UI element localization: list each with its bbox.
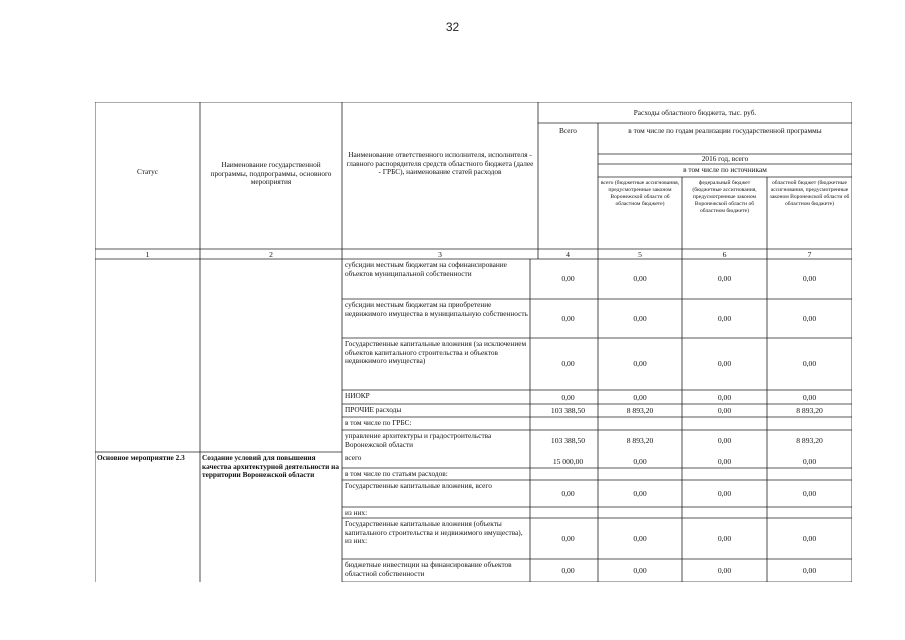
header-by-years: в том числе по годам реализации государственной программы [628, 126, 822, 135]
row-value-col5: 0,00 [633, 393, 647, 402]
column-number-7: 7 [807, 250, 812, 259]
header-total: Всего [559, 126, 577, 135]
column-number-6: 6 [722, 250, 727, 259]
row-label: в том числе по ГРБС: [345, 418, 412, 427]
row-value-col4: 0,00 [561, 533, 575, 543]
row-value-col5: 0,00 [633, 313, 647, 323]
row-label: всего [345, 453, 362, 462]
row-value-col7: 0,00 [802, 457, 817, 466]
row-value-col5: 0,00 [633, 533, 647, 543]
row-value-col5: 0,00 [633, 274, 647, 283]
header-source-federal: федеральный бюджет (бюджетные ассигнования, предусмотренные законом Воронежской области об областном бюджете) [692, 180, 757, 214]
header-status: Статус [136, 167, 159, 176]
row-value-col4: 103 388,50 [550, 406, 586, 415]
row-value-col5: 0,00 [633, 488, 647, 498]
row-value-col6: 0,00 [717, 313, 732, 323]
page-number: 32 [445, 20, 460, 34]
row-value-col7: 0,00 [802, 565, 817, 575]
row-value-col6: 0,00 [717, 457, 732, 466]
row-value-col6: 0,00 [717, 565, 732, 575]
row-value-col7: 0,00 [802, 313, 817, 323]
header-program-name: Наименование государственной программы, подпрограммы, основного мероприятия [210, 160, 332, 187]
row-label: ПРОЧИЕ расходы [345, 405, 402, 414]
column-number-1: 1 [145, 250, 150, 259]
row-value-col7: 0,00 [802, 359, 817, 368]
header-by-sources: в том числе по источникам [683, 165, 767, 174]
column-number-3: 3 [438, 250, 442, 259]
row-label: Государственные капитальные вложения (объекты капитального строительства и недвижимого имущества), из них: [345, 519, 523, 546]
header-source-all: всего (бюджетные ассигнования, предусмотренные законом Воронежской области об областном бюджете) [600, 180, 680, 207]
row-value-col4: 103 388,50 [550, 436, 586, 445]
column-number-4: 4 [566, 250, 570, 259]
row-label: управление архитектуры и градостроительства Воронежской области [345, 431, 492, 449]
row-value-col7: 0,00 [802, 274, 817, 283]
row-value-col4: 0,00 [561, 313, 575, 323]
row-value-col6: 0,00 [717, 393, 732, 402]
header-expenses: Расходы областного бюджета, тыс. руб. [633, 108, 757, 117]
column-number-2: 2 [269, 250, 273, 259]
row-value-col5: 8 893,20 [626, 406, 654, 415]
header-year-total: 2016 год, всего [701, 154, 749, 163]
row-label: Государственные капитальные вложения (за исключением объектов капитального строительства и объектов недвижимого имущества) [345, 339, 527, 366]
header-executor: Наименование ответственного исполнителя, исполнителя - главного распорядителя средств областного бюджета (далее - ГРБС), наименование статей расходов [346, 150, 534, 177]
row-value-col7: 8 893,20 [796, 406, 823, 415]
row-value-col4: 0,00 [561, 274, 575, 283]
header-source-regional: областной бюджет (бюджетные ассигнования, предусмотренные законом Воронежской области об областном бюджете) [769, 180, 850, 207]
row-value-col6: 0,00 [717, 488, 732, 498]
row-value-col5: 0,00 [633, 565, 647, 575]
row-label: субсидии местным бюджетам на софинансирование объектов муниципальной собственности [345, 260, 507, 278]
row-value-col6: 0,00 [717, 274, 732, 283]
row-value-col4: 0,00 [561, 565, 575, 575]
column-number-5: 5 [638, 250, 642, 259]
row-value-col6: 0,00 [717, 406, 732, 415]
activity-name: Создание условий для повышения качества архитектурной деятельности на территории Воронежской области [202, 453, 340, 480]
row-label: из них: [345, 508, 368, 517]
row-label: Государственные капитальные вложения, всего [345, 481, 492, 490]
row-value-col5: 8 893,20 [626, 436, 654, 445]
row-value-col4: 15 000,00 [552, 457, 584, 466]
row-value-col4: 0,00 [561, 393, 575, 402]
row-value-col4: 0,00 [561, 359, 575, 368]
row-label: НИОКР [345, 391, 370, 400]
row-label: субсидии местным бюджетам на приобретение недвижимого имущества в муниципальную собственность [345, 300, 528, 318]
activity-status: Основное мероприятие 2.3 [97, 453, 185, 462]
row-value-col7: 0,00 [802, 393, 817, 402]
row-value-col7: 0,00 [802, 533, 817, 543]
row-value-col6: 0,00 [717, 436, 732, 445]
row-value-col6: 0,00 [717, 533, 732, 543]
row-value-col5: 0,00 [633, 457, 647, 466]
budget-table [95, 102, 852, 582]
row-value-col6: 0,00 [717, 359, 732, 368]
row-label: бюджетные инвестиции на финансирование объектов областной собственности [345, 560, 512, 578]
row-label: в том числе по статьям расходов: [345, 469, 448, 478]
row-value-col7: 8 893,20 [796, 436, 823, 445]
row-value-col7: 0,00 [802, 488, 817, 498]
row-value-col4: 0,00 [561, 488, 575, 498]
row-value-col5: 0,00 [633, 359, 647, 368]
